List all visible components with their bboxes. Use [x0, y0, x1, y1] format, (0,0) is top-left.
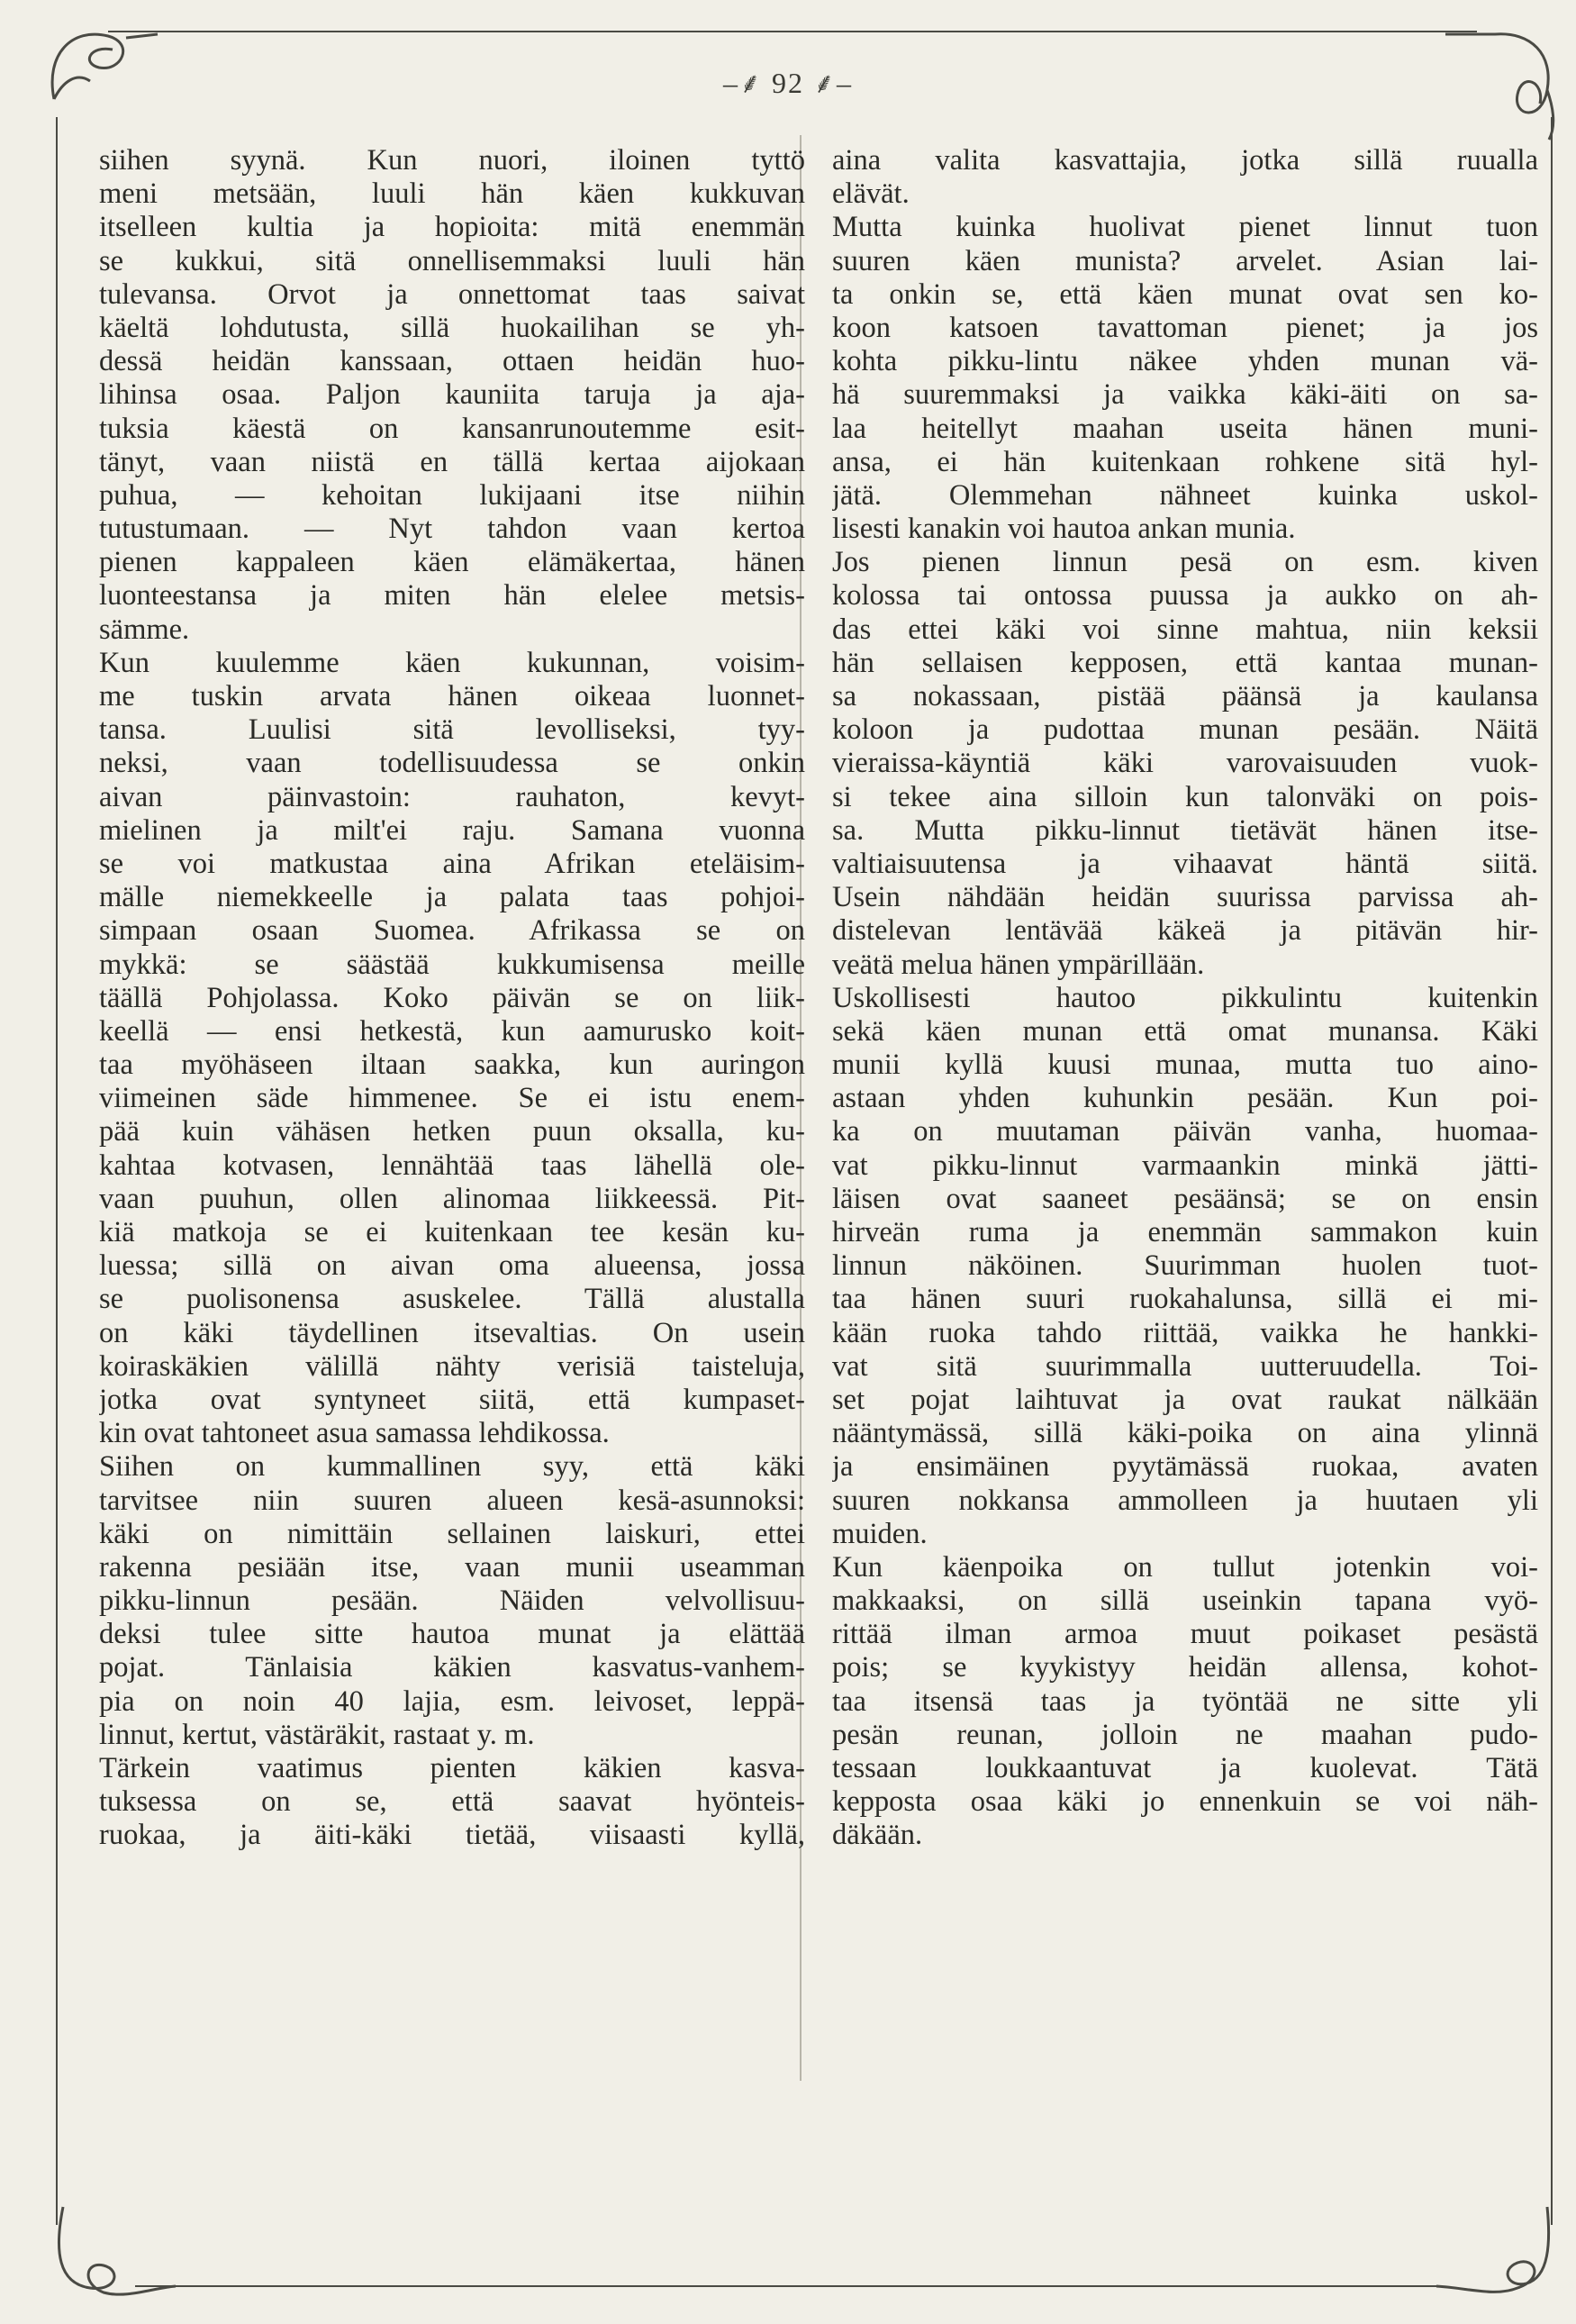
text-line: ta onkin se, että käen munat ovat sen ko-: [832, 277, 1538, 311]
text-line: se kukkui, sitä onnellisemmaksi luuli hän: [99, 244, 805, 277]
header-flourish-icon: ⸙–: [804, 67, 854, 99]
text-line: sämme.: [99, 613, 190, 646]
text-line: Kun kuulemme käen kukunnan, voisim-: [99, 646, 805, 679]
text-line: aivan päinvastoin: rauhaton, kevyt-: [99, 780, 805, 813]
text-line: munii kyllä kuusi munaa, mutta tuo aino-: [832, 1049, 1538, 1082]
text-line: pää kuin vähäsen hetken puun oksalla, ku-: [99, 1115, 805, 1148]
text-line: luessa; sillä on aivan oma alueensa, jossa: [99, 1249, 805, 1283]
right-column: [832, 144, 1538, 1853]
text-line: ka on muutaman päivän vanha, huomaa-: [832, 1115, 1538, 1148]
text-line: Siihen on kummallinen syy, että käki: [99, 1450, 805, 1484]
text-line: sa nokassaan, pistää päänsä ja kaulansa: [832, 680, 1538, 713]
frame-right-rule: [1551, 117, 1553, 2225]
text-line: laa heitellyt maahan useita hänen muni-: [832, 412, 1538, 445]
text-line: tansa. Luulisi sitä levolliseksi, tyy-: [99, 713, 805, 747]
text-line: dessä heidän kanssaan, ottaen heidän huo-: [99, 345, 805, 378]
text-line: rakenna pesiään itse, vaan munii useamman: [99, 1550, 805, 1584]
text-line: keellä — ensi hetkestä, kun aamurusko koit-: [99, 1014, 805, 1048]
text-line: neksi, vaan todellisuudessa se onkin: [99, 747, 805, 780]
text-line: linnun näköinen. Suurimman huolen tuot-: [832, 1249, 1538, 1283]
text-line: suuren nokkansa ammolleen ja huutaen yli: [832, 1484, 1538, 1517]
page-header: [0, 63, 1576, 102]
text-line: däkään.: [832, 1819, 923, 1852]
text-line: tuksia käestä on kansanrunoutemme esit-: [99, 412, 805, 445]
text-line: itselleen kultia ja hopioita: mitä enemmän: [99, 211, 805, 244]
text-line: taa itsensä taas ja työntää ne sitte yli: [832, 1684, 1538, 1718]
text-line: lisesti kanakin voi hautoa ankan munia.: [832, 513, 1296, 546]
text-line: pesän reunan, jolloin ne maahan pudo-: [832, 1718, 1538, 1751]
text-line: sa. Mutta pikku-linnut tietävät hänen itse-: [832, 813, 1538, 847]
text-line: tutustumaan. — Nyt tahdon vaan kertoa: [99, 513, 805, 546]
text-line: set pojat laihtuvat ja ovat raukat nälkään: [832, 1383, 1538, 1416]
text-line: rittää ilman armoa muut poikaset pesästä: [832, 1618, 1538, 1651]
text-line: puhua, — kehoitan lukijaani itse niihin: [99, 478, 805, 512]
text-line: me tuskin arvata hänen oikeaa luonnet-: [99, 680, 805, 713]
text-line: makkaaksi, on sillä useinkin tapana vyö-: [832, 1584, 1538, 1618]
text-line: vat sitä suurimmalla uutteruudella. Toi-: [832, 1349, 1538, 1383]
text-line: ansa, ei hän kuitenkaan rohkene sitä hyl-: [832, 445, 1538, 478]
text-line: mälle niemekkeelle ja palata taas pohjoi-: [99, 881, 805, 914]
text-line: täällä Pohjolassa. Koko päivän se on liik-: [99, 981, 805, 1014]
text-line: koloon ja pudottaa munan pesään. Näitä: [832, 713, 1538, 747]
text-line: hän sellaisen kepposen, että kantaa munan-: [832, 646, 1538, 679]
text-line: taa myöhäseen iltaan saakka, kun auringon: [99, 1049, 805, 1082]
text-line: luonteestansa ja miten hän elelee metsis-: [99, 579, 805, 613]
text-line: elävät.: [832, 177, 910, 211]
text-line: siihen syynä. Kun nuori, iloinen tyttö: [99, 144, 805, 177]
text-line: käki on nimittäin sellainen laiskuri, ettei: [99, 1517, 805, 1550]
left-column: [99, 144, 805, 1853]
text-line: veätä melua hänen ympärillään.: [832, 948, 1205, 981]
corner-flourish-icon: [1432, 2198, 1567, 2315]
text-line: vieraissa-käyntiä käki varovaisuuden vuok-: [832, 747, 1538, 780]
text-line: linnut, kertut, västäräkit, rastaat y. m.: [99, 1718, 535, 1751]
text-line: kepposta osaa käki jo ennenkuin se voi näh-: [832, 1785, 1538, 1819]
text-line: kin ovat tahtoneet asua samassa lehdikossa.: [99, 1417, 610, 1450]
text-line: vaan puuhun, ollen alinomaa liikkeessä. Pit-: [99, 1182, 805, 1215]
text-line: jotka ovat syntyneet siitä, että kumpaset-: [99, 1383, 805, 1416]
frame-bottom-rule: [135, 2285, 1441, 2287]
text-line: viimeinen säde himmenee. Se ei istu enem-: [99, 1082, 805, 1115]
text-line: pikku-linnun pesään. Näiden velvollisuu-: [99, 1584, 805, 1618]
text-line: aina valita kasvattajia, jotka sillä ruualla: [832, 144, 1538, 177]
text-line: sekä käen munan että omat munansa. Käki: [832, 1014, 1538, 1048]
text-line: taa hänen suuri ruokahalunsa, sillä ei mi-: [832, 1283, 1538, 1316]
text-line: simpaan osaan Suomea. Afrikassa se on: [99, 914, 805, 948]
text-line: astaan yhden kuhunkin pesään. Kun poi-: [832, 1082, 1538, 1115]
text-line: se voi matkustaa aina Afrikan eteläisim-: [99, 847, 805, 880]
text-line: Kun käenpoika on tullut jotenkin voi-: [832, 1550, 1538, 1584]
text-line: das ettei käki voi sinne mahtua, niin keksii: [832, 613, 1538, 646]
text-line: tessaan loukkaantuvat ja kuolevat. Tätä: [832, 1752, 1538, 1784]
text-line: hirveän ruma ja enemmän sammakon kuin: [832, 1216, 1538, 1248]
text-line: muiden.: [832, 1517, 928, 1550]
text-line: tulevansa. Orvot ja onnettomat taas saivat: [99, 277, 805, 311]
text-line: käeltä lohdutusta, sillä huokailihan se yh-: [99, 311, 805, 344]
text-line: pia on noin 40 lajia, esm. leivoset, leppä-: [99, 1684, 805, 1718]
text-line: pois; se kyykistyy heidän allensa, kohot-: [832, 1651, 1538, 1684]
text-line: si tekee aina silloin kun talonväki on pois-: [832, 780, 1538, 813]
text-line: ja ensimäinen pyytämässä ruokaa, avaten: [832, 1450, 1538, 1484]
text-line: distelevan lentävää käkeä ja pitävän hir-: [832, 914, 1538, 948]
text-line: jätä. Olemmehan nähneet kuinka uskol-: [832, 478, 1538, 512]
corner-flourish-icon: [36, 2198, 180, 2315]
text-line: meni metsään, luuli hän käen kukkuvan: [99, 177, 805, 211]
text-line: koiraskäkien välillä nähty verisiä taisteluja,: [99, 1349, 805, 1383]
text-line: mykkä: se säästää kukkumisensa meille: [99, 948, 805, 981]
text-line: lihinsa osaa. Paljon kauniita taruja ja aja-: [99, 378, 805, 412]
text-line: hä suuremmaksi ja vaikka käki-äiti on sa-: [832, 378, 1538, 412]
text-line: pojat. Tänlaisia käkien kasvatus-vanhem-: [99, 1651, 805, 1684]
text-line: tarvitsee niin suuren alueen kesä-asunnoksi:: [99, 1484, 805, 1517]
text-line: ruokaa, ja äiti-käki tietää, viisaasti kyllä,: [99, 1819, 805, 1852]
text-line: suuren käen munista? arvelet. Asian lai-: [832, 244, 1538, 277]
text-line: kohta pikku-lintu näkee yhden munan vä-: [832, 345, 1538, 378]
text-line: läisen ovat saaneet pesäänsä; se on ensin: [832, 1182, 1538, 1215]
text-line: Tärkein vaatimus pienten käkien kasva-: [99, 1752, 805, 1784]
text-line: Usein nähdään heidän suurissa parvissa ah-: [832, 881, 1538, 914]
page-number: 92: [772, 67, 804, 99]
text-line: se puolisonensa asuskelee. Tällä alustalla: [99, 1283, 805, 1316]
text-line: nääntymässä, sillä käki-poika on aina ylinnä: [832, 1417, 1538, 1450]
text-line: tuksessa on se, että saavat hyönteis-: [99, 1785, 805, 1819]
text-line: deksi tulee sitte hautoa munat ja elättää: [99, 1618, 805, 1651]
header-flourish-icon: –⸙: [722, 67, 772, 99]
text-line: kään ruoka tahdo riittää, vaikka he hankki-: [832, 1316, 1538, 1349]
frame-top-rule: [108, 31, 1477, 32]
text-line: vat pikku-linnut varmaankin minkä jätti-: [832, 1148, 1538, 1182]
text-line: koon katsoen tavattoman pienet; ja jos: [832, 311, 1538, 344]
text-line: valtiaisuutensa ja vihaavat häntä siitä.: [832, 847, 1538, 880]
frame-left-rule: [56, 117, 58, 2225]
text-line: Uskollisesti hautoo pikkulintu kuitenkin: [832, 981, 1538, 1014]
text-line: Jos pienen linnun pesä on esm. kiven: [832, 546, 1538, 579]
text-line: kiä matkoja se ei kuitenkaan tee kesän ku-: [99, 1216, 805, 1248]
text-line: pienen kappaleen käen elämäkertaa, hänen: [99, 546, 805, 579]
text-line: on käki täydellinen itsevaltias. On usein: [99, 1316, 805, 1349]
text-line: kolossa tai ontossa puussa ja aukko on ah-: [832, 579, 1538, 613]
text-line: kahtaa kotvasen, lennähtää taas lähellä ole-: [99, 1148, 805, 1182]
text-line: Mutta kuinka huolivat pienet linnut tuon: [832, 211, 1538, 244]
text-line: mielinen ja milt'ei raju. Samana vuonna: [99, 813, 805, 847]
text-line: tänyt, vaan niistä en tällä kertaa aijokaan: [99, 445, 805, 478]
